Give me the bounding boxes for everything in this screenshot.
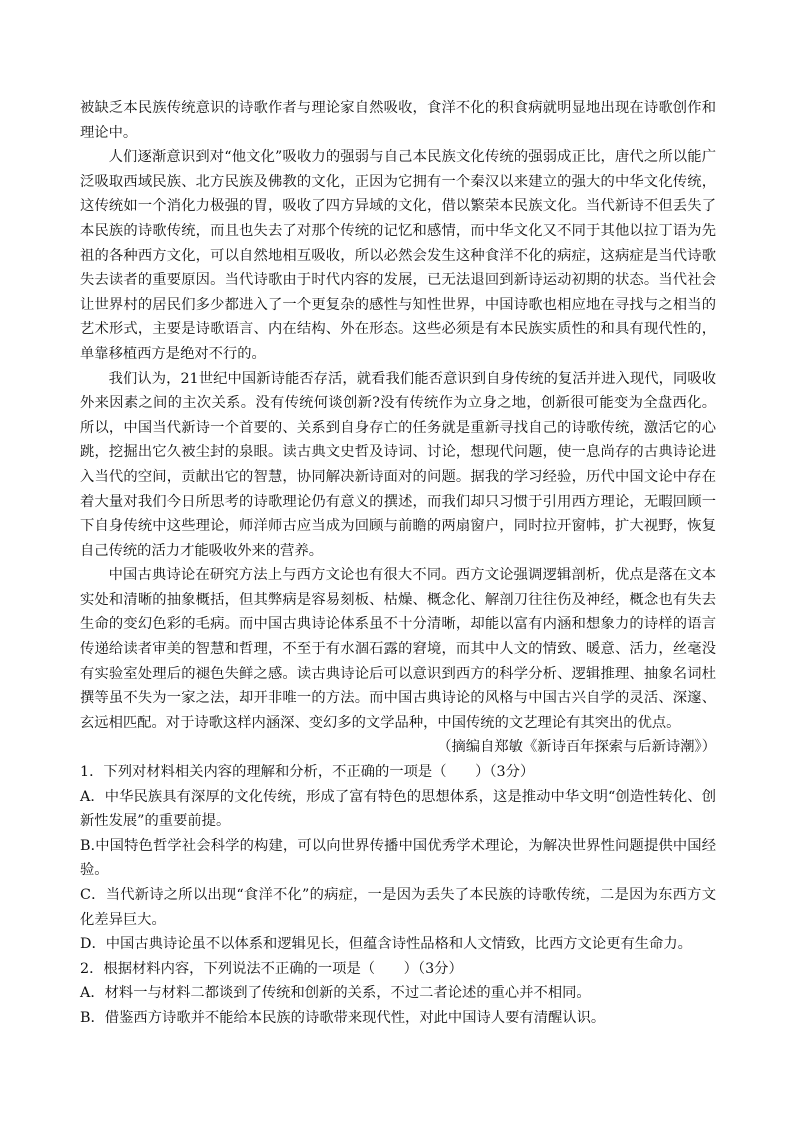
question-2 bbox=[80, 957, 716, 1031]
option-c: C．当代新诗之所以出现“食洋不化”的病症，一是因为丢失了本民族的诗歌传统，二是因为东西方文化差异巨大。 bbox=[80, 887, 716, 928]
option-d: D．中国古典诗论虽不以体系和逻辑见长，但蕴含诗性品格和人文情致，比西方文论更有生命力。 bbox=[80, 936, 692, 953]
question-stem: 2．根据材料内容，下列说法不正确的一项是（ ）（3分） bbox=[80, 960, 463, 977]
question-1 bbox=[80, 760, 716, 957]
source-citation: （摘编自郑敏《新诗百年探索与后新诗潮》） bbox=[437, 739, 716, 756]
paragraph-continuation: 被缺乏本民族传统意识的诗歌作者与理论家自然吸收，食洋不化的积食病就明显地出现在诗歌创作和理论中。 bbox=[80, 100, 716, 141]
option-a: A．中华民族具有深厚的文化传统，形成了富有特色的思想体系，这是推动中华文明“创造性转化、创新性发展”的重要前提。 bbox=[80, 788, 716, 830]
question-stem: 1．下列对材料相关内容的理解和分析，不正确的一项是（ ）（3分） bbox=[80, 764, 535, 781]
article-body bbox=[80, 96, 716, 1031]
paragraph: 人们逐渐意识到对“他文化”吸收力的强弱与自己本民族文化传统的强弱成正比，唐代之所以能广泛吸取西域民族、北方民族及佛教的文化，正因为它拥有一个秦汉以来建立的强大的中华文化传统，这传统如一个消化力极强的胃，吸收了四方异域的文化，借以繁荣本民族文化。当代新诗不但丢失了本民族的诗歌传统，而且也失去了对那个传统的记忆和感情，而中华文化又不同于其他以拉丁语为先祖的各种西方文化，可以自然地相互吸收，所以必然会发生这种食洋不化的病症，这病症是当代诗歌失去读者的重要原因。当代诗歌由于时代内容的发展，已无法退回到新诗运动初期的状态。当代社会让世界村的居民们多少都进入了一个更复杂的感性与知性世界，中国诗歌也相应地在寻找与之相当的艺术形式，主要是诗歌语言、内在结构、外在形态。这些必须是有本民族实质性的和具有现代性的，单靠移植西方是绝对不行的。 bbox=[80, 149, 716, 362]
paragraph: 中国古典诗论在研究方法上与西方文论也有很大不同。西方文论强调逻辑剖析，优点是落在文本实处和清晰的抽象概括，但其弊病是容易刻板、枯燥、概念化、解剖刀往往伤及神经，概念也有失去生命的变幻色彩的毛病。而中国古典诗论体系虽不十分清晰，却能以富有内涵和想象力的诗样的语言传递给读者审美的智慧和哲理，不至于有水涸石露的窘境，而其中人文的情致、暖意、活力，丝毫没有实验室处理后的褪色失鲜之感。读古典诗论后可以意识到西方的科学分析、逻辑推理、抽象名词杜撰等虽不失为一家之法，却开非唯一的方法。而中国古典诗论的风格与中国古兴自学的灵活、深邃、玄远相匹配。对于诗歌这样内涵深、变幻多的文学品种，中国传统的文艺理论有其突出的优点。 bbox=[80, 567, 716, 731]
option-a: A．材料一与材料二都谈到了传统和创新的关系，不过二者论述的重心并不相同。 bbox=[80, 985, 591, 1002]
option-b: B.中国特色哲学社会科学的构建，可以向世界传播中国优秀学术理论，为解决世界性问题提供中国经验。 bbox=[80, 837, 716, 879]
paragraph: 我们认为，21世纪中国新诗能否存活，就看我们能否意识到自身传统的复活并进入现代，同吸收外来因素之间的主次关系。没有传统何谈创新?没有传统作为立身之地，创新很可能变为全盘西化。所以，中国当代新诗一个首要的、关系到自身存亡的任务就是重新寻找自己的诗歌传统，激活它的心跳，挖掘出它久被尘封的泉眼。读古典文史哲及诗词、讨论，想现代问题，使一息尚存的古典诗论进入当代的空间，贡献出它的智慧，协同解决新诗面对的问题。据我的学习经验，历代中国文论中存在着大量对我们今日所思考的诗歌理论仍有意义的撰述，而我们却只习惯于引用西方理论，无暇回顾一下自身传统中这些理论，师洋师古应当成为回顾与前瞻的两扇窗户，同时拉开窗帏，扩大视野，恢复自己传统的活力才能吸收外来的营养。 bbox=[80, 370, 716, 559]
option-b: B．借鉴西方诗歌并不能给本民族的诗歌带来现代性，对此中国诗人要有清醒认识。 bbox=[80, 1009, 606, 1026]
